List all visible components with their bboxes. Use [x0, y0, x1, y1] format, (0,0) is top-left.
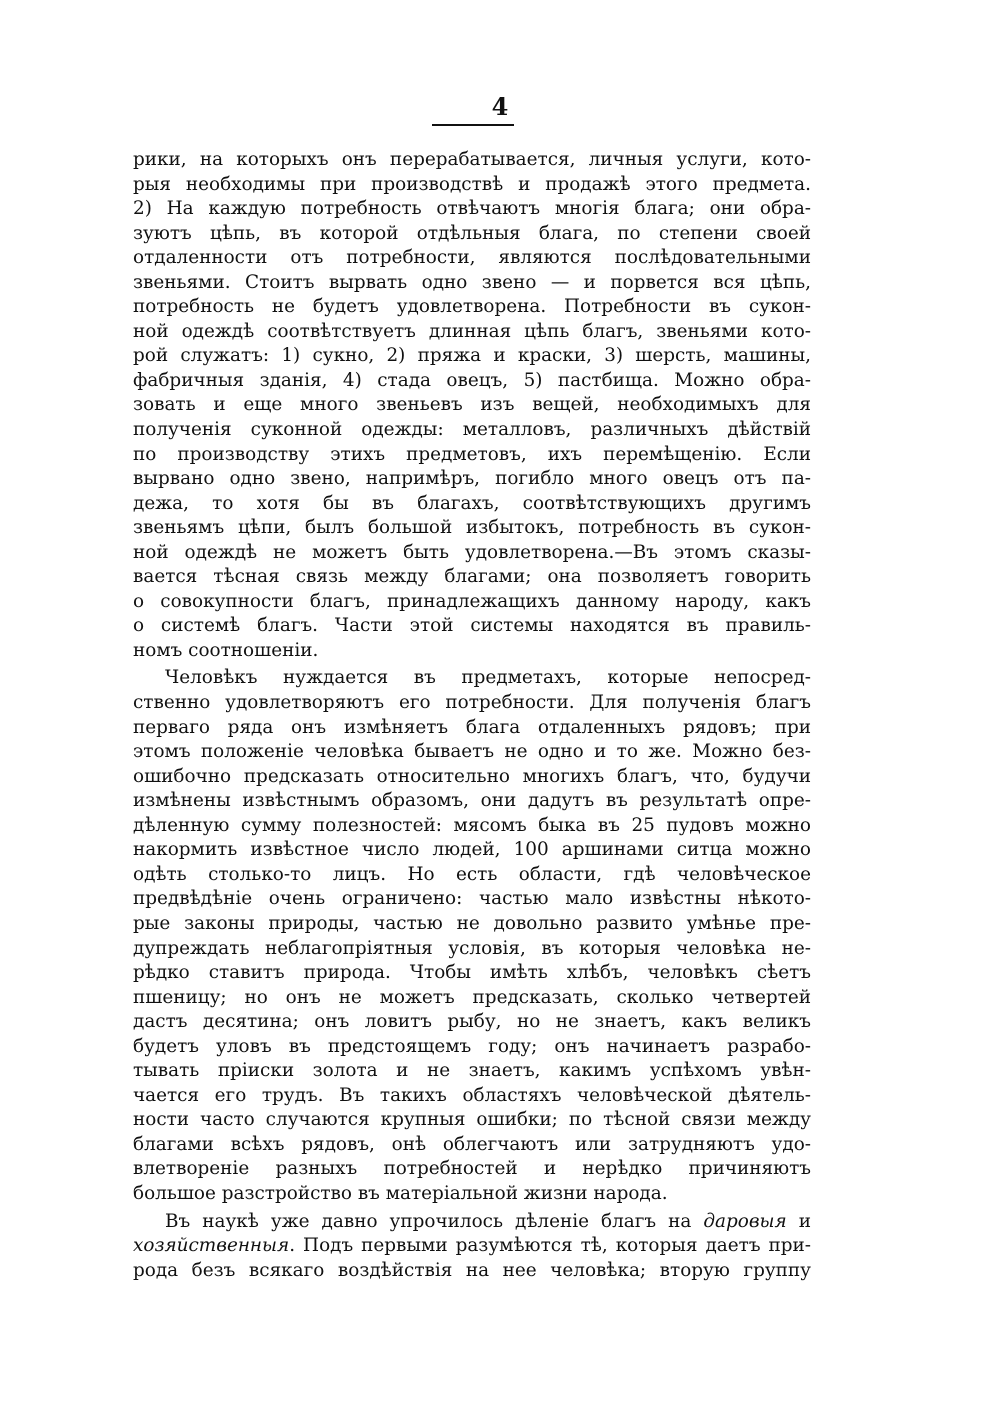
paragraph-3 — [133, 1210, 811, 1284]
text-line: звеньямъ цѣпи, былъ большой избытокъ, потребность въ сукон- — [133, 517, 811, 539]
text-line: накормить извѣстное число людей, 100 аршинами ситца можно — [133, 839, 811, 861]
text-line: дупреждать неблагопріятныя условія, въ которыя человѣка не- — [133, 937, 811, 959]
text-line: предвѣдѣніе очень ограничено: частью мало извѣстны нѣкото- — [133, 888, 811, 910]
text-line: отдаленности отъ потребности, являются послѣдовательными — [133, 247, 811, 269]
text-line: пшеницу; но онъ не можетъ предсказать, сколько четвертей — [133, 986, 811, 1008]
text-line: рыя необходимы при производствѣ и продажѣ этого предмета. — [133, 173, 811, 195]
text-line: большое разстройство въ матеріальной жизни народа. — [133, 1182, 668, 1204]
text-line: фабричныя зданія, 4) стада овецъ, 5) пастбища. Можно обра- — [133, 369, 811, 391]
text-line: рой служатъ: 1) сукно, 2) пряжа и краски, 3) шерсть, машины, — [133, 345, 811, 367]
text-run: . Подъ первыми разумѣются тѣ, которыя даетъ при- — [289, 1235, 811, 1257]
page-number: 4 — [491, 92, 509, 121]
text-run: Въ наукѣ уже давно упрочилось дѣленіе благъ на — [165, 1210, 704, 1232]
text-line: о системѣ благъ. Части этой системы находятся въ правиль- — [133, 615, 811, 637]
text-line: полученія суконной одежды: металловъ, различныхъ дѣйствій — [133, 419, 811, 441]
text-line: вается тѣсная связь между благами; она позволяетъ говорить — [133, 566, 811, 588]
text-line: дастъ десятина; онъ ловитъ рыбу, но не знаетъ, какъ великъ — [133, 1011, 811, 1033]
text-line: этомъ положеніе человѣка бываетъ не одно и то же. Можно без- — [133, 741, 811, 763]
text-line: одѣть столько-то лицъ. Но есть области, гдѣ человѣческое — [133, 863, 811, 885]
text-line: дѣленную сумму полезностей: мясомъ быка въ 25 пудовъ можно — [133, 814, 811, 836]
text-line: будетъ уловъ въ предстоящемъ году; онъ начинаетъ разрабо- — [133, 1035, 811, 1057]
page-number-rule — [432, 124, 514, 126]
text-line: ственно удовлетворяютъ его потребности. Для полученія благъ — [133, 692, 811, 714]
paragraph-2 — [133, 666, 811, 1206]
text-line: потребность не будетъ удовлетворена. Потребности въ сукон- — [133, 296, 811, 318]
text-line: благами всѣхъ рядовъ, онѣ облегчаютъ или затрудняютъ удо- — [133, 1133, 811, 1155]
text-line: рые законы природы, частью не довольно развито умѣнье пре- — [133, 912, 811, 934]
text-line: рики, на которыхъ онъ перерабатывается, личныя услуги, кото- — [133, 149, 811, 170]
text-line: влетвореніе разныхъ потребностей и нерѣдко причиняютъ — [133, 1158, 811, 1180]
text-line: рода безъ всякаго воздѣйствія на нее человѣка; вторую группу — [133, 1259, 811, 1281]
text-line: тывать пріиски золота и не знаетъ, какимъ успѣхомъ увѣн- — [133, 1060, 811, 1082]
text-line: ной одеждѣ не можетъ быть удовлетворена.—Въ этомъ сказы- — [133, 541, 811, 563]
text-line: вырвано одно звено, напримѣръ, погибло много овецъ отъ па- — [133, 468, 811, 490]
text-line: перваго ряда онъ измѣняетъ блага отдаленныхъ рядовъ; при — [133, 716, 811, 738]
text-line: измѣнены извѣстнымъ образомъ, они дадутъ въ результатѣ опре- — [133, 790, 811, 812]
text-line — [133, 1234, 811, 1259]
text-line: звеньями. Стоитъ вырвать одно звено — и порвется вся цѣпь, — [133, 271, 811, 293]
italic-term: даровыя — [703, 1210, 787, 1232]
paragraph-1 — [133, 148, 811, 663]
text-line: зуютъ цѣпь, въ которой отдѣльныя блага, по степени своей — [133, 222, 811, 244]
text-line: зовать и еще много звеньевъ изъ вещей, необходимыхъ для — [133, 394, 811, 416]
text-line: ошибочно предсказать относительно многихъ благъ, что, будучи — [133, 765, 811, 787]
text-line: Человѣкъ нуждается въ предметахъ, которые непосред- — [165, 667, 811, 689]
text-line: 2) На каждую потребность отвѣчаютъ многія блага; они обра- — [133, 198, 811, 220]
text-line: рѣдко ставитъ природа. Чтобы имѣть хлѣбъ, человѣкъ сѣетъ — [133, 962, 811, 984]
text-line: дежа, то хотя бы въ благахъ, соотвѣтствующихъ другимъ — [133, 492, 811, 514]
text-run: и — [786, 1210, 811, 1232]
text-line: о совокупности благъ, принадлежащихъ данному народу, какъ — [133, 590, 811, 612]
text-line: по производству этихъ предметовъ, ихъ перемѣщенію. Если — [133, 443, 811, 465]
text-body — [133, 148, 811, 1283]
text-line: ной одеждѣ соотвѣтствуетъ длинная цѣпь благъ, звеньями кото- — [133, 320, 811, 342]
text-line — [133, 1210, 811, 1235]
text-line: номъ соотношеніи. — [133, 639, 319, 661]
italic-term: хозяйственныя — [133, 1235, 290, 1257]
text-line: чается его трудъ. Въ такихъ областяхъ человѣческой дѣятель- — [133, 1084, 811, 1106]
text-line: ности часто случаются крупныя ошибки; по тѣсной связи между — [133, 1109, 811, 1131]
